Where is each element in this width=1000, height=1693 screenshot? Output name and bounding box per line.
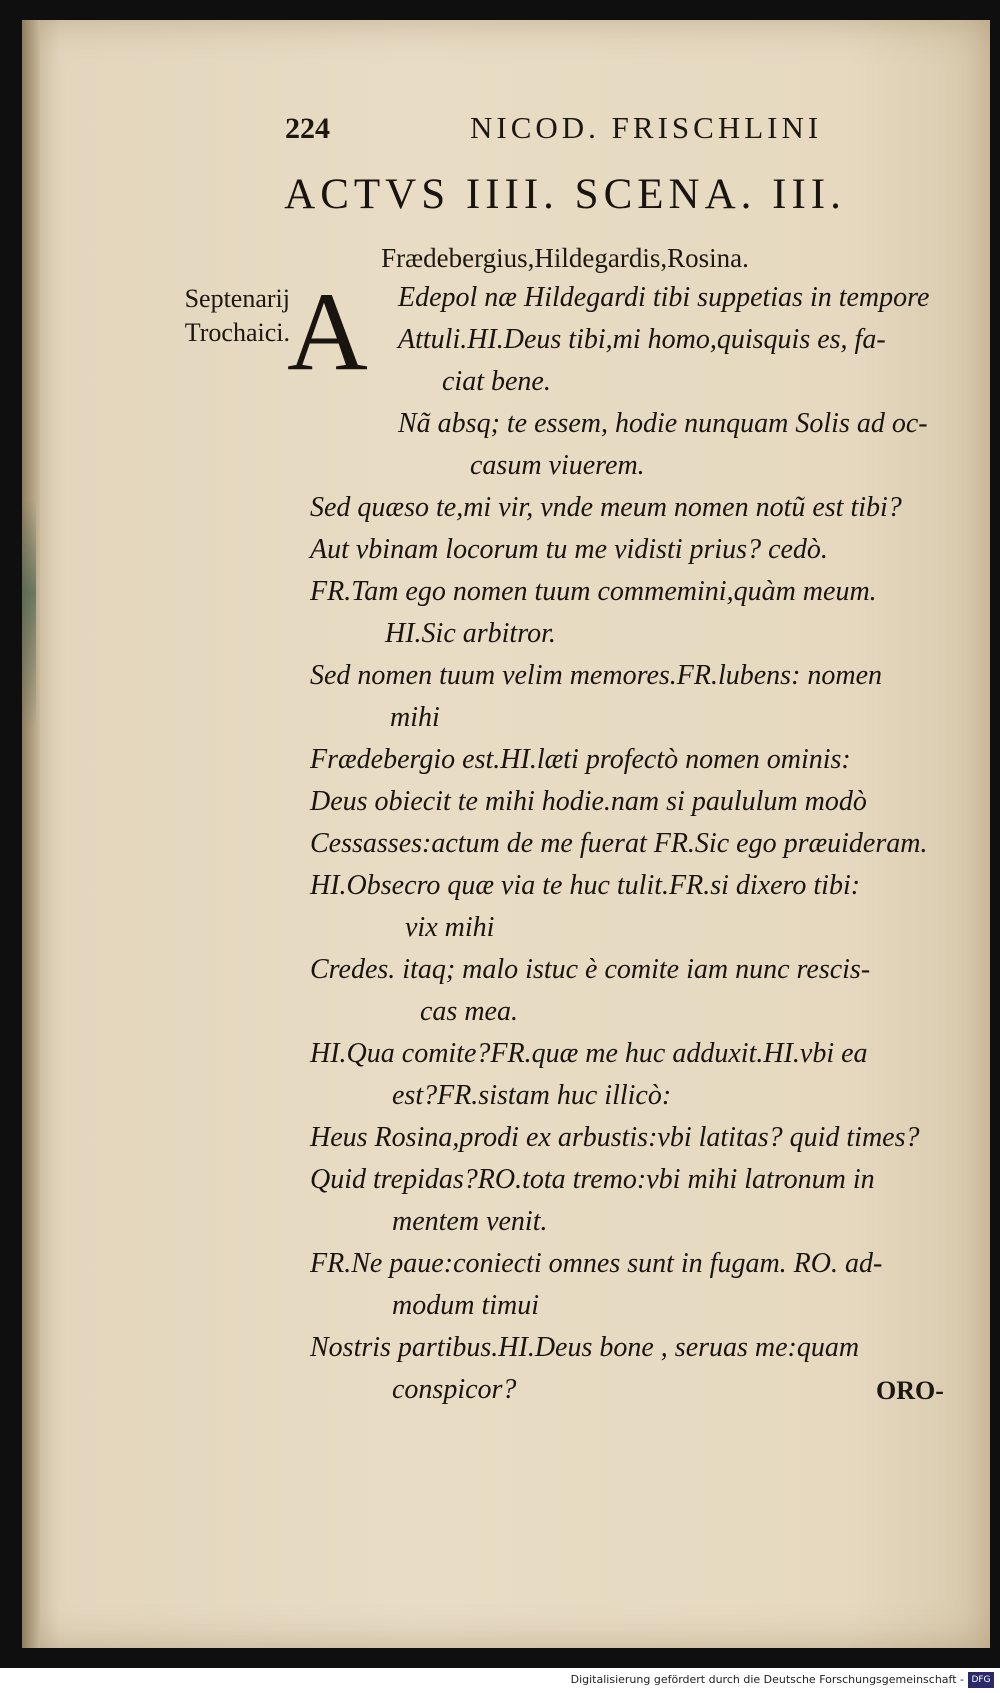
page-number: 224 (285, 112, 330, 145)
verse-line: conspicor? (392, 1374, 517, 1405)
verse-line: HI.Qua comite?FR.quæ me huc adduxit.HI.vbi ea (310, 1038, 868, 1069)
verse-line: Nã absq; te essem, hodie nunquam Solis ad oc- (398, 408, 928, 439)
catchword: ORO- (876, 1376, 944, 1405)
verse-line: vix mihi (405, 912, 495, 943)
verse-line: Deus obiecit te mihi hodie.nam si paululum modò (310, 786, 867, 817)
running-title: NICOD. FRISCHLINI (470, 110, 823, 145)
drop-capital: A (287, 270, 368, 394)
verse-line: HI.Obsecro quæ via te huc tulit.FR.si dixero tibi: (310, 870, 861, 901)
verse-line: Edepol næ Hildegardi tibi suppetias in tempore (398, 282, 930, 313)
verse-line: Frædebergio est.HI.læti profectò nomen ominis: (310, 744, 851, 775)
verse-line: Attuli.HI.Deus tibi,mi homo,quisquis es, fa- (398, 324, 886, 355)
verse-line: est?FR.sistam huc illicò: (392, 1080, 672, 1111)
margin-note-line: Septenarij (184, 284, 290, 313)
verse-line: Sed nomen tuum velim memores.FR.lubens: nomen (310, 660, 883, 691)
verse-line: Quid trepidas?RO.tota tremo:vbi mihi latronum in (310, 1164, 875, 1195)
verse-line: Sed quæso te,mi vir, vnde meum nomen notũ est tibi? (310, 492, 902, 523)
verse-line: FR.Ne paue:coniecti omnes sunt in fugam. RO. ad- (310, 1248, 883, 1279)
verse-line: Aut vbinam locorum tu me vidisti prius? cedò. (310, 534, 828, 565)
verse-line: mentem venit. (392, 1206, 548, 1237)
dfg-logo-icon: DFG (968, 1672, 994, 1688)
verse-line: Heus Rosina,prodi ex arbustis:vbi latitas? quid times? (310, 1122, 920, 1153)
verse-line: ciat bene. (442, 366, 551, 397)
verse-line: casum viuerem. (470, 450, 645, 481)
verse-line: Credes. itaq; malo istuc è comite iam nunc rescis- (310, 954, 871, 985)
verse-line: FR.Tam ego nomen tuum commemini,quàm meum. (310, 576, 877, 607)
margin-note-line: Trochaici. (184, 318, 290, 347)
scene-heading: ACTVS IIII. SCENA. III. (284, 171, 846, 218)
verse-line: Nostris partibus.HI.Deus bone , seruas me:quam (310, 1332, 860, 1363)
verse-line: mihi (390, 702, 440, 733)
verse-line: cas mea. (420, 996, 518, 1027)
verse-line: modum timui (392, 1290, 539, 1321)
funding-credit: Digitalisierung gefördert durch die Deutsche Forschungsgemeinschaft - (570, 1673, 964, 1686)
dramatis-personae: Frædebergius,Hildegardis,Rosina. (381, 243, 749, 273)
footer-bar (0, 1668, 1000, 1693)
verse-line: HI.Sic arbitror. (385, 618, 556, 649)
verse-line: Cessasses:actum de me fuerat FR.Sic ego præuideram. (310, 828, 928, 859)
